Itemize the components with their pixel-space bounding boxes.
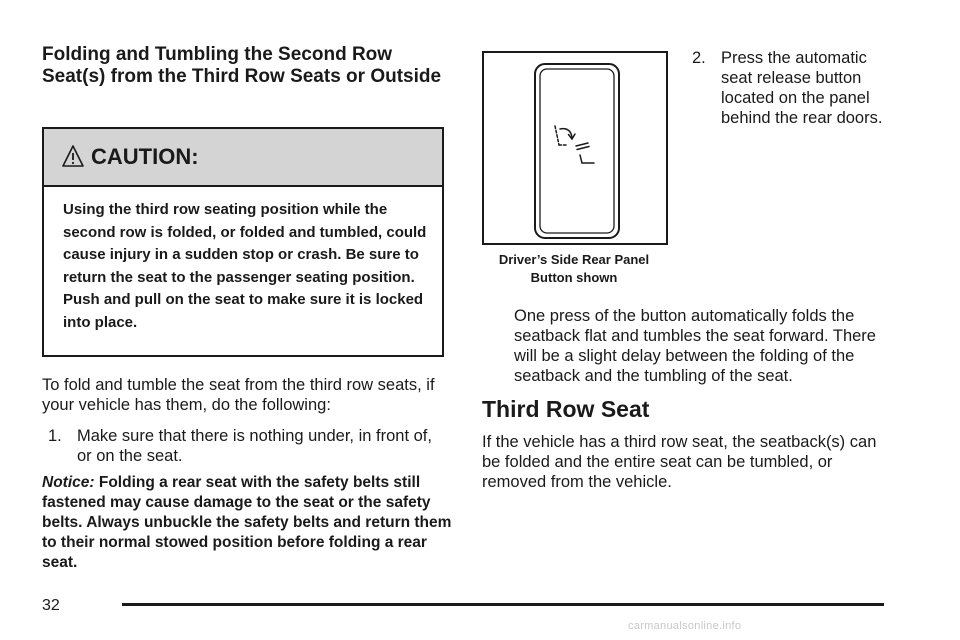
caution-header (44, 129, 442, 187)
caption-line-1: Driver’s Side Rear Panel (498, 252, 650, 267)
notice-label: Notice: (42, 474, 95, 491)
caution-box (42, 127, 444, 357)
step-1-text: Make sure that there is nothing under, in front of, or on the seat. (77, 427, 432, 465)
third-row-title: Third Row Seat (482, 396, 650, 422)
step-2 (692, 48, 902, 128)
notice (42, 473, 452, 573)
fold-explanation: One press of the button automatically folds the seatback flat and tumbles the seat forward. There will be a slight delay between the folding of the seatback and the tumbling of the seat. (514, 307, 876, 385)
caution-title: CAUTION: (91, 144, 199, 169)
button-figure (482, 51, 668, 245)
step-2-text: Press the automatic seat release button located on the panel behind the rear doors. (721, 49, 883, 127)
notice-text: Folding a rear seat with the safety belts still fastened may cause damage to the seat or the safety belts. Always unbuckle the safety belts and return them to their normal stowed position before folding a rear seat. (42, 474, 452, 571)
figure-caption (474, 251, 674, 287)
caption-line-2: Button shown (530, 270, 618, 285)
warning-triangle-icon (61, 144, 85, 170)
caution-text: Using the third row seating position while the second row is folded, or folded and tumbled, could cause injury in a sudden stop or crash. Be sure to return the seat to the passenger seating position. Push and pull on the seat to make sure it is locked into place. (63, 201, 427, 331)
intro-text: To fold and tumble the seat from the third row seats, if your vehicle has them, do the following: (42, 376, 435, 414)
page-number: 32 (42, 597, 60, 614)
footer-rule (122, 603, 884, 606)
seat-fold-button-icon (484, 53, 666, 243)
step-2-number: 2. (692, 49, 706, 67)
footer-watermark: carmanualsonline.info (628, 620, 742, 632)
third-row-text: If the vehicle has a third row seat, the seatback(s) can be folded and the entire seat can be tumbled, or removed from the vehicle. (482, 433, 877, 491)
section-heading: Folding and Tumbling the Second Row Seat(s) from the Third Row Seats or Outside (42, 44, 442, 87)
step-1-number: 1. (48, 427, 62, 445)
step-1 (48, 426, 448, 466)
